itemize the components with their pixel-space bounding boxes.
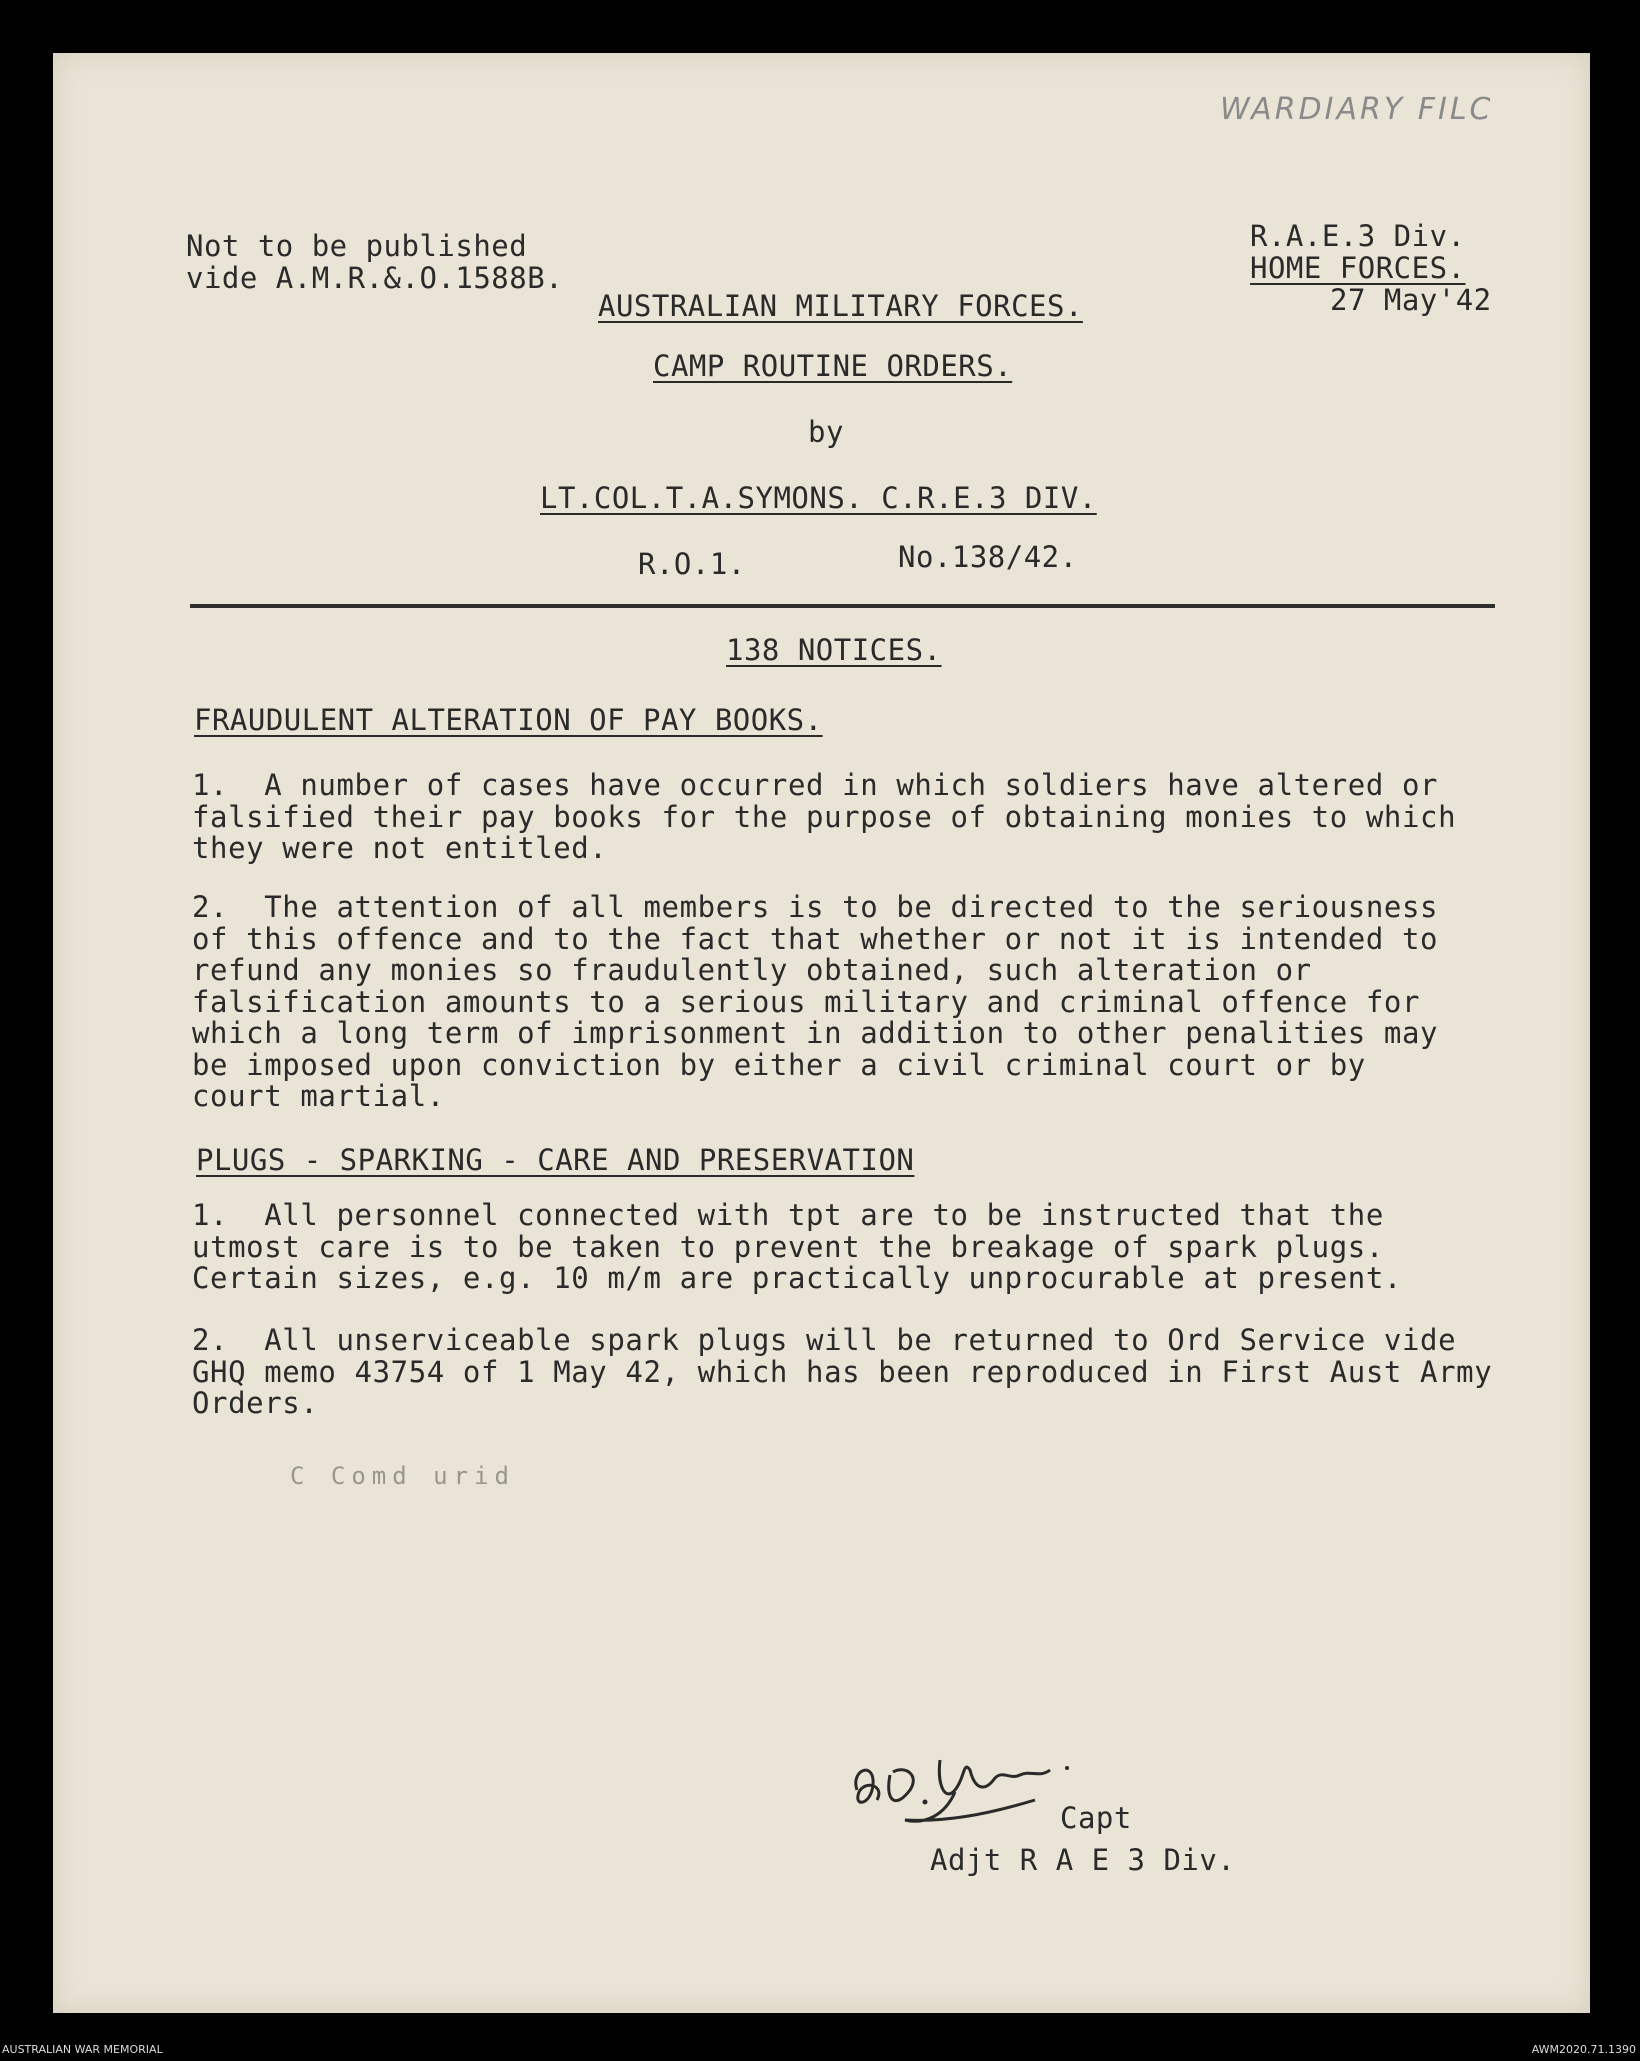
signatory-rank: Capt xyxy=(1060,1801,1132,1835)
signature xyxy=(845,1730,1095,1840)
horizontal-rule xyxy=(190,604,1495,608)
footer-right: AWM2020.71.1390 xyxy=(1531,2043,1636,2056)
not-published-line-2: vide A.M.R.&.O.1588B. xyxy=(186,261,564,295)
document-date: 27 May'42 xyxy=(1330,283,1492,317)
paragraph-spark-plugs-1: 1. All personnel connected with tpt are to be instructed that the utmost care is to be taken to prevent the breakage of spark plugs. Certain sizes, e.g. 10 m/m are practically unprocurable at present. xyxy=(192,1198,1402,1295)
heading-spark-plugs: PLUGS - SPARKING - CARE AND PRESERVATION xyxy=(196,1143,915,1177)
ro-number: No.138/42. xyxy=(898,540,1078,574)
footer-left: AUSTRALIAN WAR MEMORIAL xyxy=(2,2043,163,2056)
author-line: LT.COL.T.A.SYMONS. C.R.E.3 DIV. xyxy=(540,481,1097,515)
paragraph-pay-books-1: 1. A number of cases have occurred in which soldiers have altered or falsified their pay books for the purpose of obtaining monies to which they were not entitled. xyxy=(192,768,1457,865)
ro-label: R.O.1. xyxy=(638,547,746,581)
by-line: by xyxy=(808,415,844,449)
paragraph-pay-books-2: 2. The attention of all members is to be directed to the seriousness of this offence and to the fact that whether or not it is intended to refund any monies so fraudulently obtained, such alteration or falsification amounts to a serious military and criminal offence for which a long term of imprisonment in addition to other penalities may be imposed upon conviction by either a civil criminal court or by court martial. xyxy=(192,890,1439,1113)
paragraph-spark-plugs-2: 2. All unserviceable spark plugs will be returned to Ord Service vide GHQ memo 43754 of 1 May 42, which has been reproduced in First Aust Army Orders. xyxy=(192,1323,1493,1420)
signatory-title: Adjt R A E 3 Div. xyxy=(930,1843,1236,1877)
not-published-line-1: Not to be published xyxy=(186,229,528,263)
section-title: 138 NOTICES. xyxy=(726,633,942,667)
heading-pay-books: FRAUDULENT ALTERATION OF PAY BOOKS. xyxy=(194,703,823,737)
unit-line-1: R.A.E.3 Div. xyxy=(1250,219,1466,253)
document-title: AUSTRALIAN MILITARY FORCES. xyxy=(598,289,1083,323)
unit-line-2: HOME FORCES. xyxy=(1250,251,1466,285)
faint-text-line: C Comd urid xyxy=(290,1462,515,1490)
document-subtitle: CAMP ROUTINE ORDERS. xyxy=(653,349,1013,383)
handwritten-tag: WARDIARY FILC xyxy=(1220,92,1494,127)
